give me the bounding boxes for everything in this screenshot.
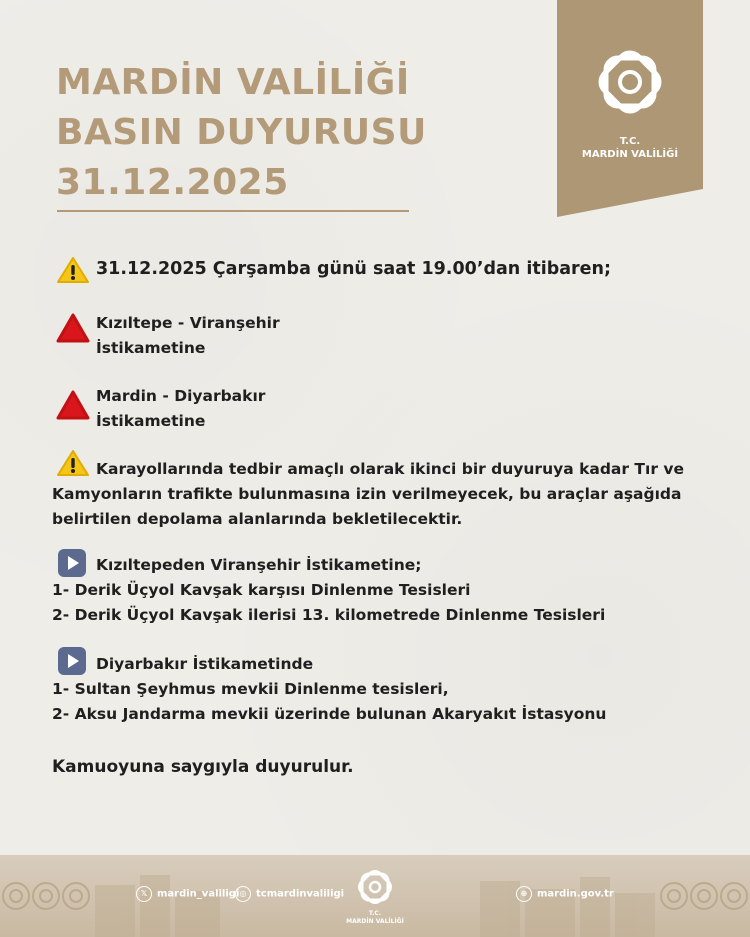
footer-logo-line-1: T.C. bbox=[368, 910, 382, 917]
x-social-link[interactable]: 𝕏 mardin_valiligi bbox=[136, 886, 239, 902]
closing-line: Kamuoyuna saygıyla duyurulur. bbox=[52, 757, 354, 777]
governorship-badge bbox=[557, 0, 703, 217]
section-1-heading: Kızıltepeden Viranşehir İstikametine; bbox=[96, 556, 422, 574]
section-2-heading: Diyarbakır İstikametinde bbox=[96, 655, 314, 673]
title-divider bbox=[57, 210, 409, 212]
badge-line-2: MARDİN VALİLİĞİ bbox=[581, 149, 679, 160]
instagram-icon: ◎ bbox=[235, 886, 251, 902]
section-1-item-1: 1- Derik Üçyol Kavşak karşısı Dinlenme Tesisleri bbox=[52, 581, 471, 599]
footer-logo bbox=[330, 855, 420, 937]
route-2-line-2: İstikametine bbox=[96, 412, 206, 430]
badge-line-1: T.C. bbox=[619, 136, 641, 147]
notice-line-1: Karayollarında tedbir amaçlı olarak ikinci bir duyuruya kadar Tır ve bbox=[96, 460, 684, 478]
route-1-line-2: İstikametine bbox=[96, 339, 206, 357]
alert-triangle-icon bbox=[56, 389, 90, 421]
globe-icon: ⊕ bbox=[516, 886, 532, 902]
title-date: 31.12.2025 bbox=[56, 162, 289, 203]
section-2-item-1: 1- Sultan Şeyhmus mevkii Dinlenme tesisleri, bbox=[52, 680, 449, 698]
instagram-social-link[interactable]: ◎ tcmardinvaliligi bbox=[235, 886, 344, 902]
footer-logo-line-2: MARDİN VALİLİĞİ bbox=[346, 918, 404, 925]
footer bbox=[0, 855, 750, 937]
route-2-line-1: Mardin - Diyarbakır bbox=[96, 387, 266, 405]
play-icon bbox=[57, 646, 87, 676]
play-icon bbox=[57, 548, 87, 578]
warning-icon bbox=[56, 256, 90, 284]
intro-line: 31.12.2025 Çarşamba günü saat 19.00’dan itibaren; bbox=[96, 259, 612, 279]
notice-line-2: Kamyonların trafikte bulunmasına izin verilmeyecek, bu araçlar aşağıda bbox=[52, 485, 682, 503]
website-link[interactable]: ⊕ mardin.gov.tr bbox=[516, 886, 614, 902]
section-1-item-2: 2- Derik Üçyol Kavşak ilerisi 13. kilometrede Dinlenme Tesisleri bbox=[52, 606, 606, 624]
title-line-2: BASIN DUYURUSU bbox=[56, 112, 427, 153]
x-icon: 𝕏 bbox=[136, 886, 152, 902]
route-1-line-1: Kızıltepe - Viranşehir bbox=[96, 314, 280, 332]
title-line-1: MARDİN VALİLİĞİ bbox=[56, 62, 410, 103]
alert-triangle-icon bbox=[56, 312, 90, 344]
notice-line-3: belirtilen depolama alanlarında bekletilecektir. bbox=[52, 510, 463, 528]
page-title bbox=[56, 58, 427, 208]
governorship-logo-icon bbox=[357, 869, 394, 906]
warning-icon bbox=[56, 449, 90, 477]
section-2-item-2: 2- Aksu Jandarma mevkii üzerinde bulunan Akaryakıt İstasyonu bbox=[52, 705, 607, 723]
